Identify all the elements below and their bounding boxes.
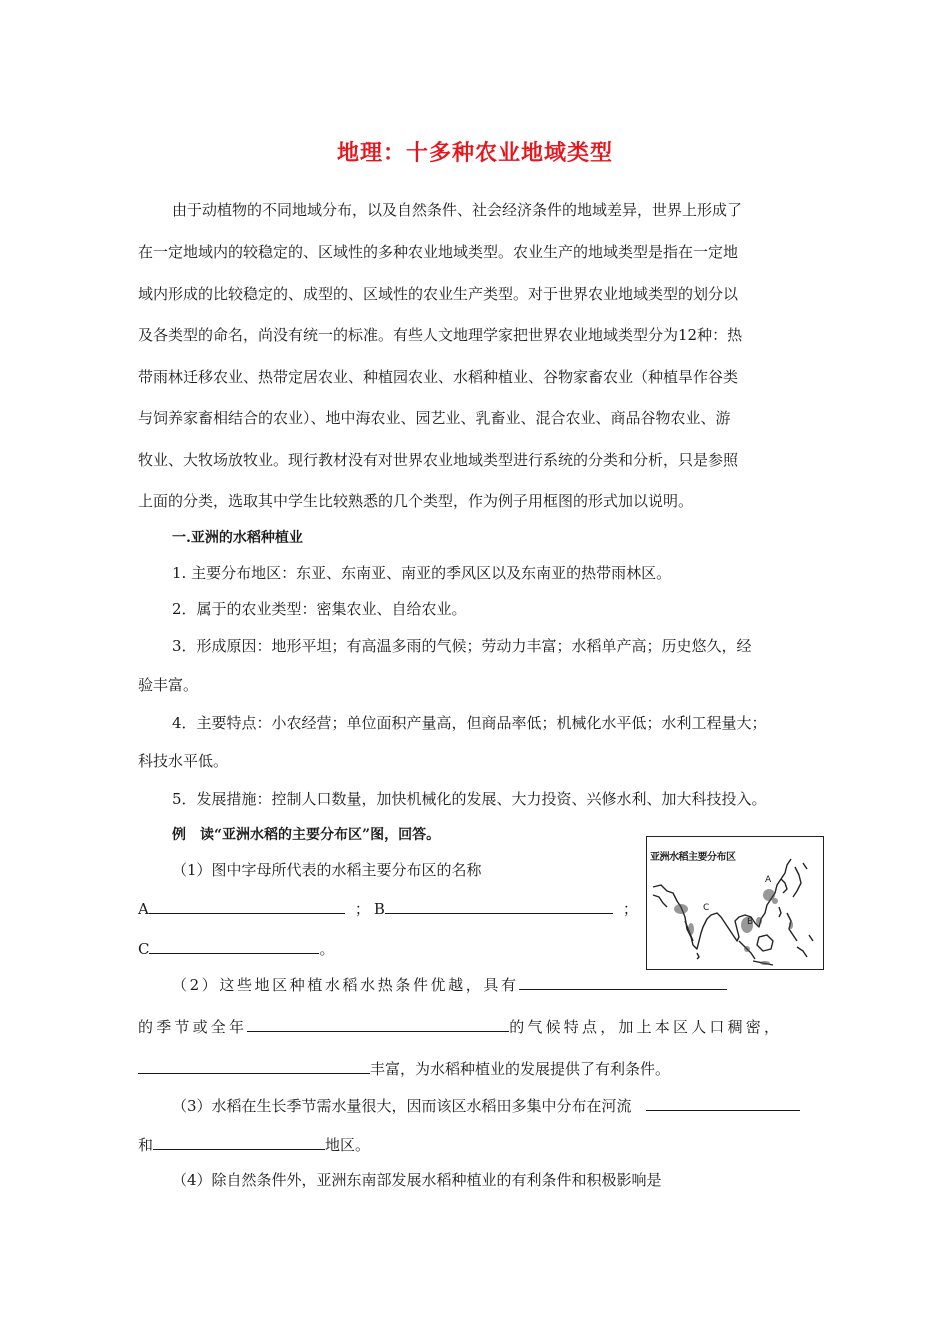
- question-3-line1: [172, 1095, 800, 1116]
- section-item: 4．主要特点：小农经营；单位面积产量高，但商品率低；机械化水平低；水利工程量大；: [172, 714, 767, 732]
- asia-rice-map: [646, 836, 824, 970]
- blank-q3-2[interactable]: [153, 1134, 325, 1150]
- section-item: 3．形成原因：地形平坦；有高温多雨的气候；劳动力丰富；水稻单产高；历史悠久，经: [172, 637, 752, 655]
- intro-line: 域内形成的比较稳定的、成型的、区域性的农业生产类型。对于世界农业地域类型的划分以: [138, 285, 739, 303]
- q3-text: 和: [138, 1136, 154, 1154]
- blank-q3-1[interactable]: [646, 1095, 800, 1111]
- section-item: 5．发展措施：控制人口数量，加快机械化的发展、大力投资、兴修水利、加大科技投入。: [172, 790, 767, 808]
- intro-line: 牧业、大牧场放牧业。现行教材没有对世界农业地域类型进行系统的分类和分析，只是参照: [138, 451, 739, 469]
- blank-q2-1[interactable]: [519, 974, 727, 990]
- q3-text: （3）水稻在生长季节需水量很大，因而该区水稻田多集中分布在河流: [172, 1097, 632, 1115]
- question-2-line2: [138, 1016, 782, 1037]
- intro-line: 由于动植物的不同地域分布，以及自然条件、社会经济条件的地域差异，世界上形成了: [172, 201, 743, 219]
- question-2-line1: [172, 974, 727, 995]
- blank-c[interactable]: [149, 938, 319, 954]
- intro-line: 与饲养家畜相结合的农业）、地中海农业、园艺业、乳畜业、混合农业、商品谷物农业、游: [138, 409, 731, 427]
- answer-line-c: [138, 938, 335, 959]
- section-item: 验丰富。: [138, 676, 199, 694]
- example-intro: 例 读“亚洲水稻的主要分布区”图，回答。: [172, 827, 441, 843]
- intro-line: 带雨林迁移农业、热带定居农业、种植园农业、水稻种植业、谷物家畜农业（种植旱作谷类: [138, 368, 739, 386]
- blank-q2-3[interactable]: [138, 1058, 370, 1074]
- map-title: 亚洲水稻主要分布区: [650, 852, 736, 863]
- section-item: 科技水平低。: [138, 752, 229, 770]
- blank-q2-2[interactable]: [247, 1016, 509, 1032]
- map-letter-a: A: [765, 875, 772, 885]
- q2-text: 的气候特点，加上本区人口稠密，: [509, 1018, 783, 1036]
- label-a: A: [138, 900, 149, 918]
- question-2-line3: [138, 1058, 670, 1079]
- question-3-line2: [138, 1134, 370, 1155]
- intro-line: 在一定地域内的较稳定的、区域性的多种农业地域类型。农业生产的地域类型是指在一定地: [138, 243, 739, 261]
- section-heading: 一.亚洲的水稻种植业: [172, 530, 303, 546]
- blank-a[interactable]: [149, 898, 345, 914]
- page-title: 地理：十多种农业地域类型: [336, 140, 613, 166]
- section-item: 2．属于的农业类型：密集农业、自给农业。: [172, 600, 467, 618]
- question-1: （1）图中字母所代表的水稻主要分布区的名称: [172, 861, 482, 879]
- label-b: B: [373, 900, 385, 918]
- intro-line: 上面的分类，选取其中学生比较熟悉的几个类型，作为例子用框图的形式加以说明。: [138, 492, 694, 510]
- q2-text: 丰富，为水稻种植业的发展提供了有利条件。: [370, 1060, 671, 1078]
- punct: ；: [354, 900, 370, 918]
- question-4: （4）除自然条件外，亚洲东南部发展水稻种植业的有利条件和积极影响是: [172, 1171, 662, 1189]
- section-item: 1. 主要分布地区：东亚、东南亚、南亚的季风区以及东南亚的热带雨林区。: [172, 564, 672, 582]
- punct: 。: [319, 940, 335, 958]
- blank-b[interactable]: [385, 898, 613, 914]
- map-letter-c: C: [703, 903, 710, 913]
- map-letter-b: B: [747, 917, 754, 927]
- label-c: C: [138, 940, 150, 958]
- intro-line: 及各类型的命名，尚没有统一的标准。有些人文地理学家把世界农业地域类型分为12种：热: [138, 326, 743, 344]
- q2-text: （2）这些地区种植水稻水热条件优越，具有: [172, 976, 519, 994]
- answer-line-ab: [138, 898, 638, 919]
- q2-text: 的季节或全年: [138, 1018, 248, 1036]
- q3-text: 地区。: [325, 1136, 371, 1154]
- punct: ；: [622, 900, 638, 918]
